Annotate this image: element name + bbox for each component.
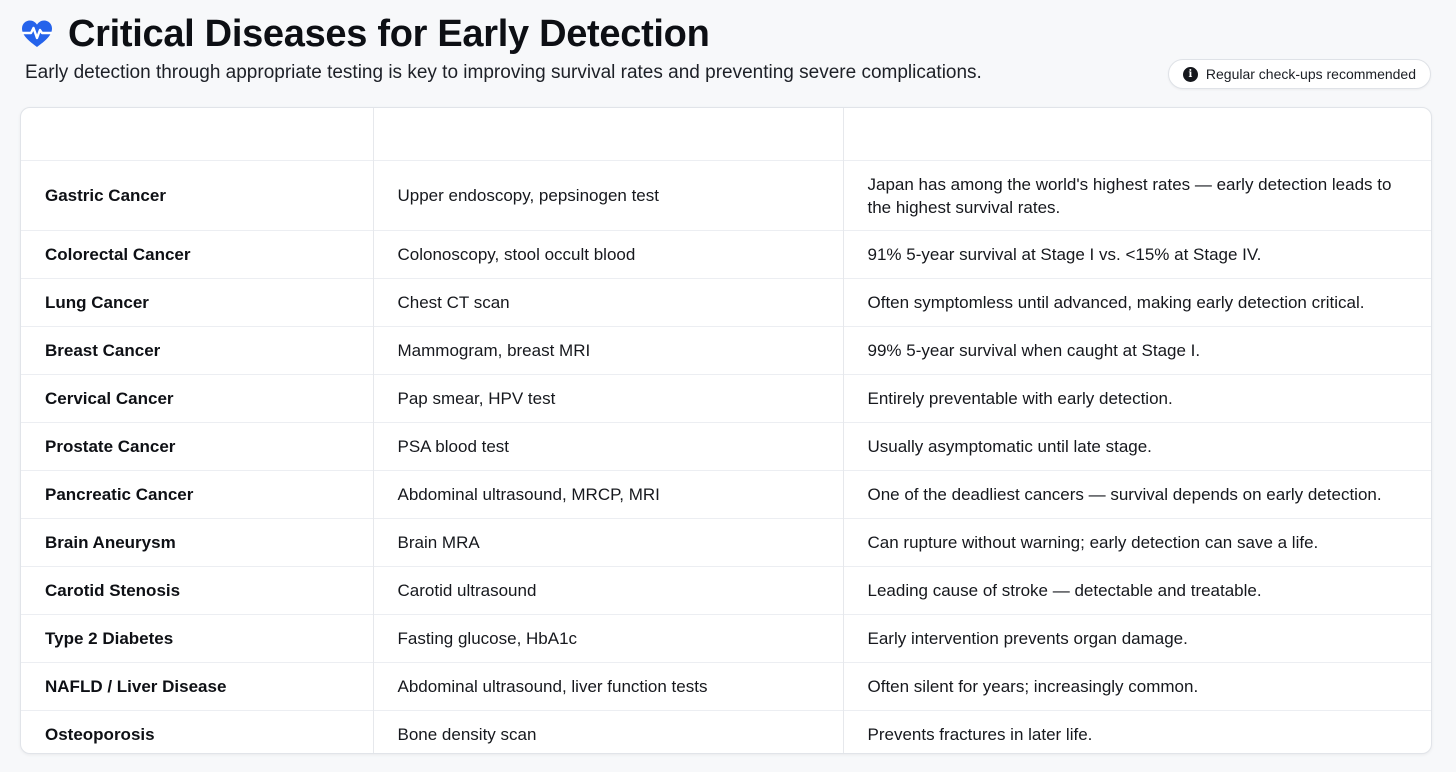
- recommended-test: Colonoscopy, stool occult blood: [373, 231, 843, 279]
- disease-name: Gastric Cancer: [21, 161, 373, 231]
- table-header-row: [21, 108, 1431, 161]
- table-row: [21, 663, 1431, 711]
- disease-name: Colorectal Cancer: [21, 231, 373, 279]
- disease-name: Prostate Cancer: [21, 423, 373, 471]
- page-title: Critical Diseases for Early Detection: [68, 12, 710, 55]
- disease-note: Leading cause of stroke — detectable and treatable.: [843, 567, 1431, 615]
- disease-note: Can rupture without warning; early detection can save a life.: [843, 519, 1431, 567]
- disease-name: Breast Cancer: [21, 327, 373, 375]
- disease-note: 91% 5-year survival at Stage I vs. <15% at Stage IV.: [843, 231, 1431, 279]
- disease-name: NAFLD / Liver Disease: [21, 663, 373, 711]
- table-row: [21, 423, 1431, 471]
- disease-note: Entirely preventable with early detection.: [843, 375, 1431, 423]
- table-row: [21, 231, 1431, 279]
- disease-note: Prevents fractures in later life.: [843, 711, 1431, 755]
- recommended-test: Chest CT scan: [373, 279, 843, 327]
- disease-note: Early intervention prevents organ damage.: [843, 615, 1431, 663]
- table-row: [21, 519, 1431, 567]
- recommended-test: Abdominal ultrasound, liver function tests: [373, 663, 843, 711]
- table-row: [21, 327, 1431, 375]
- disease-name: Osteoporosis: [21, 711, 373, 755]
- recommended-test: Fasting glucose, HbA1c: [373, 615, 843, 663]
- disease-note: One of the deadliest cancers — survival depends on early detection.: [843, 471, 1431, 519]
- table-row: [21, 615, 1431, 663]
- diseases-table: [21, 108, 1431, 754]
- table-row: [21, 567, 1431, 615]
- recommended-test: Bone density scan: [373, 711, 843, 755]
- disease-name: Carotid Stenosis: [21, 567, 373, 615]
- disease-name: Pancreatic Cancer: [21, 471, 373, 519]
- recommended-test: Carotid ultrasound: [373, 567, 843, 615]
- disease-name: Lung Cancer: [21, 279, 373, 327]
- recommended-test: Upper endoscopy, pepsinogen test: [373, 161, 843, 231]
- info-icon: i: [1183, 67, 1198, 82]
- disease-note: Usually asymptomatic until late stage.: [843, 423, 1431, 471]
- disease-note: 99% 5-year survival when caught at Stage I.: [843, 327, 1431, 375]
- checkup-badge: [1168, 59, 1431, 89]
- column-header-note: [843, 108, 1431, 161]
- disease-note: Often silent for years; increasingly common.: [843, 663, 1431, 711]
- page-subtitle: Early detection through appropriate testing is key to improving survival rates and preventing severe complications.: [25, 62, 982, 83]
- badge-label: Regular check-ups recommended: [1205, 66, 1416, 82]
- recommended-test: Mammogram, breast MRI: [373, 327, 843, 375]
- disease-note: Often symptomless until advanced, making early detection critical.: [843, 279, 1431, 327]
- column-header-test: [373, 108, 843, 161]
- disease-name: Type 2 Diabetes: [21, 615, 373, 663]
- table-row: [21, 375, 1431, 423]
- recommended-test: Abdominal ultrasound, MRCP, MRI: [373, 471, 843, 519]
- disease-note: Japan has among the world's highest rates — early detection leads to the highest survival rates.: [843, 161, 1431, 231]
- recommended-test: PSA blood test: [373, 423, 843, 471]
- column-header-disease: [21, 108, 373, 161]
- table-row: [21, 471, 1431, 519]
- recommended-test: Brain MRA: [373, 519, 843, 567]
- heart-pulse-icon: [20, 17, 54, 51]
- disease-name: Brain Aneurysm: [21, 519, 373, 567]
- table-row: [21, 161, 1431, 231]
- disease-name: Cervical Cancer: [21, 375, 373, 423]
- recommended-test: Pap smear, HPV test: [373, 375, 843, 423]
- table-row: [21, 279, 1431, 327]
- diseases-table-card: [20, 107, 1432, 754]
- page-header: [20, 8, 710, 60]
- table-row: [21, 711, 1431, 755]
